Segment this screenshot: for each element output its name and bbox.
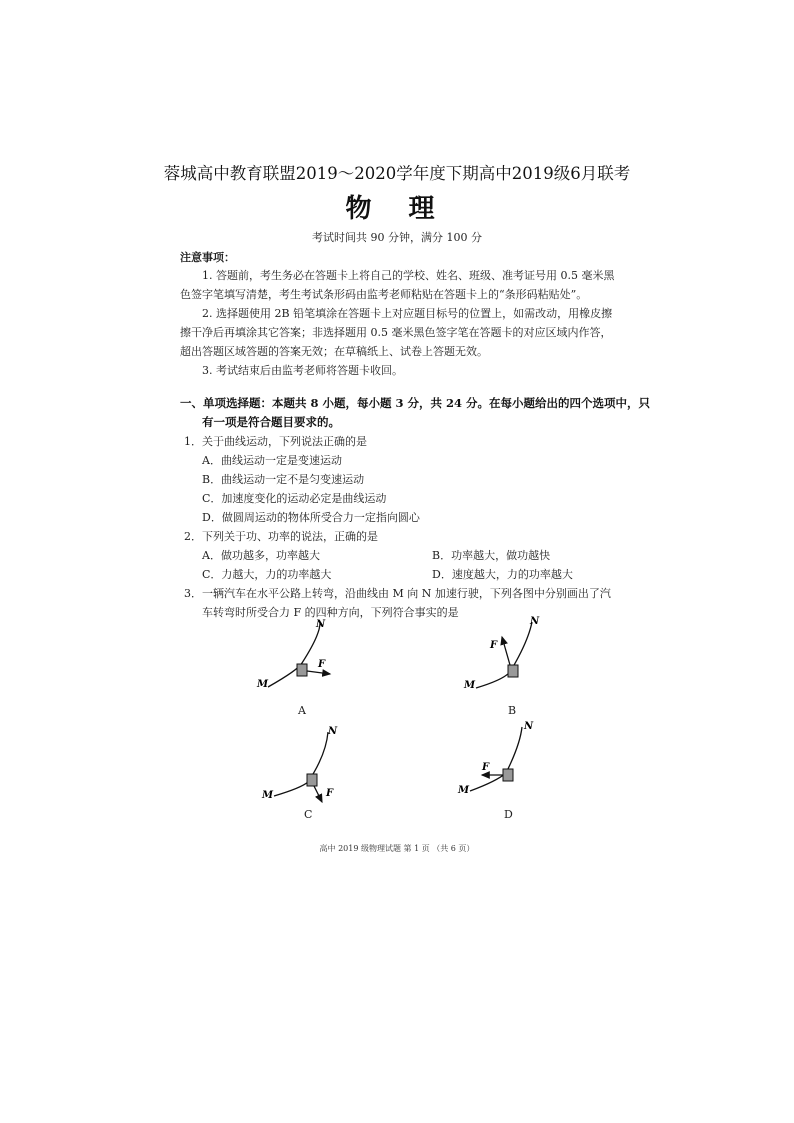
figure-b-label-m: M xyxy=(464,680,476,691)
exam-title: 蓉城高中教育联盟2019～2020学年度下期高中2019级6月联考 xyxy=(163,164,631,183)
figure-b-label-f: F xyxy=(490,640,498,651)
notice-item-1-line-1: 1. 答题前，考生务必在答题卡上将自己的学校、姓名、班级、准考证号用 0.5 毫米黑 xyxy=(202,269,615,282)
q2-stem: 2．下列关于功、功率的说法，正确的是 xyxy=(184,530,378,543)
figure-a-caption: A xyxy=(298,704,306,717)
figure-b-caption: B xyxy=(508,704,517,717)
figure-a-label-n: N xyxy=(316,619,326,630)
figure-c-force-diagram-icon xyxy=(256,720,366,810)
notice-item-3-line-1: 3. 考试结束后由监考老师将答题卡收回。 xyxy=(202,364,403,377)
notice-item-1-line-2: 色签字笔填写清楚，考生考试条形码由监考老师粘贴在答题卡上的“条形码粘贴处”。 xyxy=(180,288,588,301)
notice-item-2-line-2: 擦干净后再填涂其它答案；非选择题用 0.5 毫米黑色签字笔在答题卡的对应区域内作答， xyxy=(180,326,612,339)
figure-c-label-m: M xyxy=(262,790,274,801)
subject-title: 物 理 xyxy=(345,194,449,224)
figure-c-caption: C xyxy=(304,808,313,821)
figure-a-force-diagram-icon xyxy=(250,615,360,695)
figure-d-force-diagram-icon xyxy=(452,715,572,805)
exam-time-info: 考试时间共 90 分钟，满分 100 分 xyxy=(312,231,482,244)
q2-option-c: C．力越大，力的功率越大 xyxy=(202,568,332,581)
figure-d-label-n: N xyxy=(524,721,534,732)
figure-d-label-f: F xyxy=(482,762,490,773)
q2-option-a: A．做功越多，功率越大 xyxy=(202,549,320,562)
notice-item-2-line-1: 2. 选择题使用 2B 铅笔填涂在答题卡上对应题目标号的位置上，如需改动，用橡皮擦 xyxy=(202,307,613,320)
q3-stem-line-1: 3．一辆汽车在水平公路上转弯，沿曲线由 M 向 N 加速行驶，下列各图中分别画出了汽 xyxy=(184,587,611,600)
figure-a-label-f: F xyxy=(318,659,326,670)
q3-stem-line-2: 车转弯时所受合力 F 的四种方向，下列符合事实的是 xyxy=(202,606,459,619)
q1-option-d: D．做圆周运动的物体所受合力一定指向圆心 xyxy=(202,511,420,524)
figure-b-label-n: N xyxy=(530,616,540,627)
q2-option-b: B．功率越大，做功越快 xyxy=(432,549,551,562)
q1-option-a: A．曲线运动一定是变速运动 xyxy=(202,454,342,467)
section-1-heading-line-2: 有一项是符合题目要求的。 xyxy=(202,415,340,429)
q2-option-d: D．速度越大，力的功率越大 xyxy=(432,568,573,581)
notice-item-2-line-3: 超出答题区域答题的答案无效；在草稿纸上、试卷上答题无效。 xyxy=(180,345,488,358)
notice-heading: 注意事项： xyxy=(180,251,235,264)
figure-c-label-f: F xyxy=(326,788,334,799)
figure-b-force-diagram-icon xyxy=(458,612,568,697)
section-1-heading-line-1: 一、单项选择题：本题共 8 小题，每小题 3 分，共 24 分。在每小题给出的四个选项中，只 xyxy=(180,396,651,410)
figure-d-label-m: M xyxy=(458,785,470,796)
figure-d-caption: D xyxy=(504,808,513,821)
page-footer: 高中 2019 级物理试题 第 1 页 （共 6 页） xyxy=(319,844,475,853)
q1-option-b: B．曲线运动一定不是匀变速运动 xyxy=(202,473,365,486)
figure-c-label-n: N xyxy=(328,726,338,737)
q1-stem: 1．关于曲线运动，下列说法正确的是 xyxy=(184,435,367,448)
q1-option-c: C．加速度变化的运动必定是曲线运动 xyxy=(202,492,387,505)
figure-a-label-m: M xyxy=(257,679,269,690)
